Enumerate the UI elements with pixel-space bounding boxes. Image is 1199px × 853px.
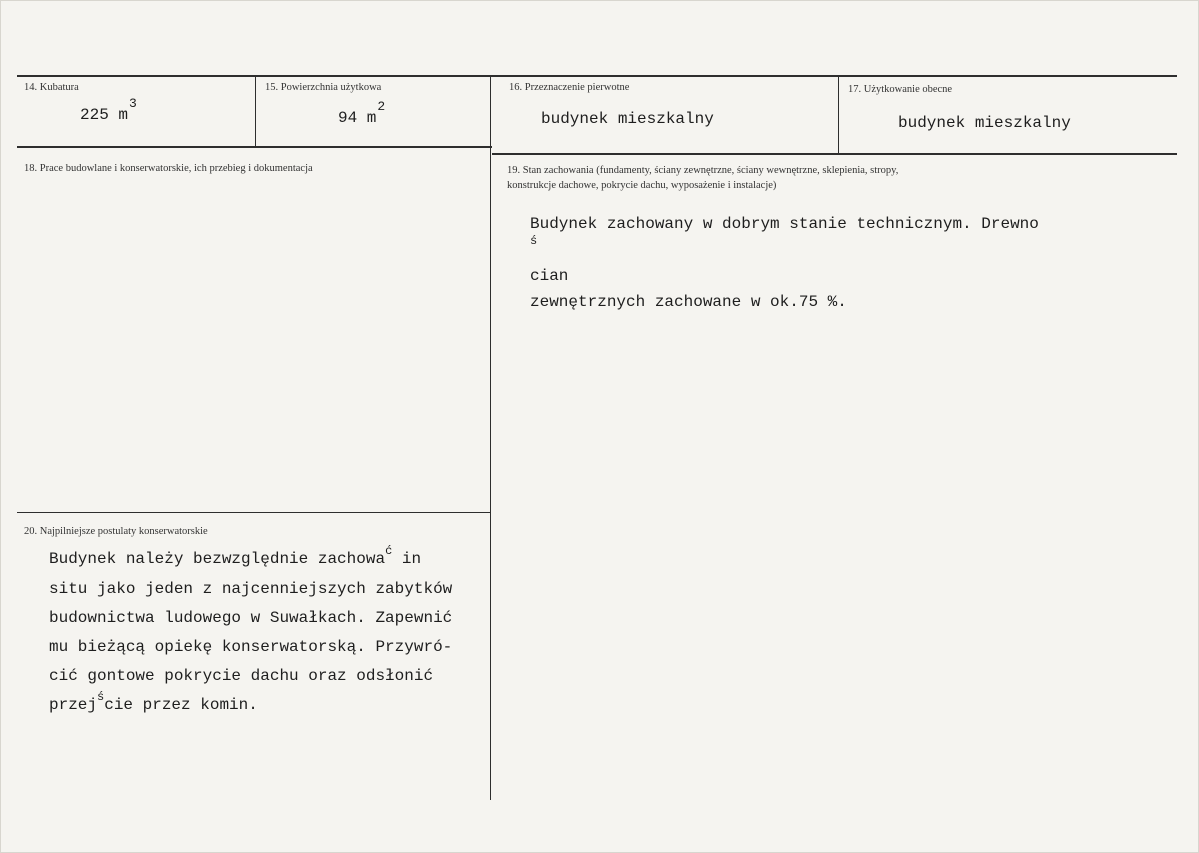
field-14-unit-exponent: 3 bbox=[129, 96, 137, 111]
divider-14-15 bbox=[255, 76, 256, 147]
field-14-value bbox=[80, 96, 137, 124]
box18-bottom-rule bbox=[17, 512, 490, 513]
field-17-value: budynek mieszkalny bbox=[898, 114, 1071, 132]
field-19-text bbox=[530, 211, 1039, 315]
field-19-text-line2: zewnętrznych zachowane w ok.75 %. bbox=[530, 293, 847, 311]
field-16-label: 16. Przeznaczenie pierwotne bbox=[509, 82, 630, 93]
field-20-text-line1: Budynek należy bezwzględnie zachowa$^ć$ in bbox=[49, 544, 422, 568]
field-14-value-text: 225 m bbox=[80, 106, 129, 124]
field-20-text-line5: cić gontowe pokrycie dachu oraz odsłonić bbox=[49, 667, 434, 685]
field-20-text-line2: situ jako jeden z najcenniejszych zabytków bbox=[49, 580, 453, 598]
divider-16-17 bbox=[838, 76, 839, 154]
field-20-text-line6: przej$^ś$cie przez komin. bbox=[49, 690, 258, 714]
field-20-text bbox=[49, 545, 452, 721]
field-16-value: budynek mieszkalny bbox=[541, 110, 714, 128]
row1-bottom-rule-right bbox=[492, 153, 1177, 155]
divider-15-16 bbox=[490, 76, 491, 800]
field-19-label-line1: 19. Stan zachowania (fundamenty, ściany zewnętrzne, ściany wewnętrzne, sklepienia, stropy, bbox=[507, 165, 899, 176]
field-20-label: 20. Najpilniejsze postulaty konserwatorskie bbox=[24, 526, 208, 537]
field-20-text-line4: mu bieżącą opiekę konserwatorską. Przywró- bbox=[49, 638, 453, 656]
field-15-unit-exponent: 2 bbox=[377, 99, 386, 114]
field-18-label: 18. Prace budowlane i konserwatorskie, ich przebieg i dokumentacja bbox=[24, 163, 313, 174]
top-rule bbox=[17, 75, 1177, 77]
field-17-label: 17. Użytkowanie obecne bbox=[848, 84, 953, 95]
field-15-label: 15. Powierzchnia użytkowa bbox=[265, 82, 382, 93]
field-15-value bbox=[338, 99, 386, 127]
field-19-label-line2: konstrukcje dachowe, pokrycie dachu, wyposażenie i instalacje) bbox=[507, 180, 777, 191]
field-20-text-line3: budownictwa ludowego w Suwałkach. Zapewnić bbox=[49, 609, 453, 627]
field-14-label: 14. Kubatura bbox=[24, 82, 79, 93]
field-15-value-text: 94 m bbox=[338, 109, 377, 127]
field-19-text-line1: Budynek zachowany w dobrym stanie technicznym. Drewno ś cian bbox=[530, 215, 1039, 285]
